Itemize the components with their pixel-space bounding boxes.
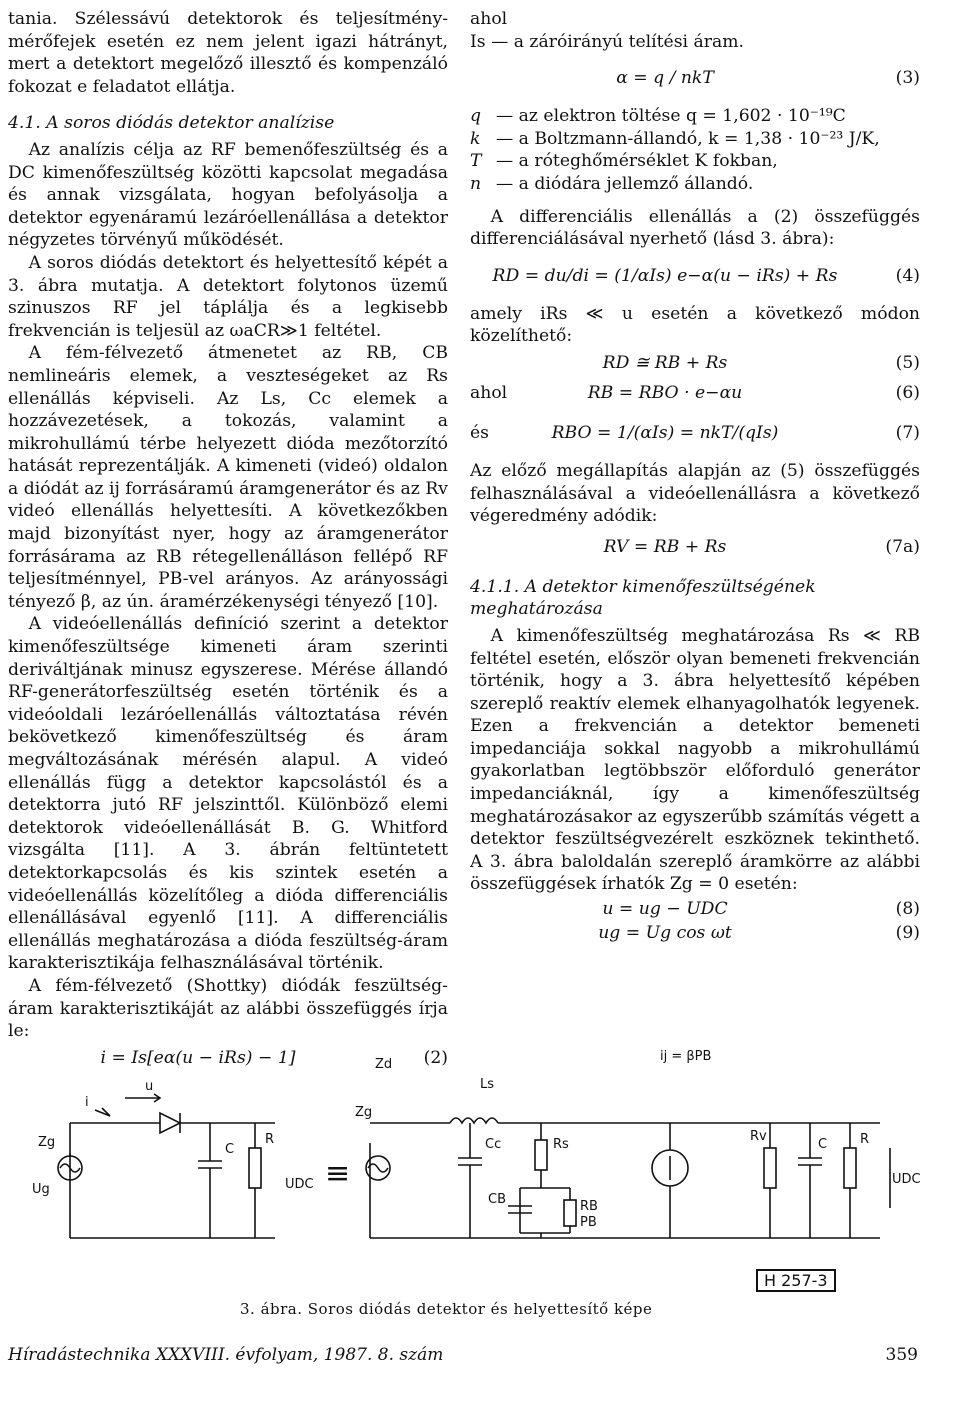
label-cb: CB xyxy=(488,1192,506,1207)
paragraph: Az előző megállapítás alapján az (5) összefüggés felhasználásával a videóellenállásra a következő végeredmény adódik: xyxy=(470,460,920,527)
equation-4 xyxy=(470,255,920,299)
label-u: u xyxy=(145,1079,154,1094)
diode-symbol xyxy=(160,1113,180,1133)
equation-number: (7a) xyxy=(885,536,920,557)
label-ahol: ahol xyxy=(470,382,508,403)
label-es: és xyxy=(470,422,489,443)
equation-body: ug = Ug cos ωt xyxy=(598,923,732,944)
definition-row: n — a diódára jellemző állandó. xyxy=(470,173,754,194)
equation-number: (4) xyxy=(895,265,920,286)
equation-number: (9) xyxy=(895,923,920,944)
label-udc-left: UDC xyxy=(285,1177,314,1192)
paragraph: A soros diódás detektort és helyettesítő képét a 3. ábra mutatja. A detektort folytonos üzemű szinuszos RF jel táplálja és a legkisebb frekvencián is teljesül az ωaCR≫1 feltétel. xyxy=(8,252,448,341)
paragraph: A fém-félvezető (Shottky) diódák feszültség-áram karakterisztikáját az alábbi összefüggés írja le: xyxy=(8,975,448,1042)
paragraph: A differenciális ellenállás a (2) összefüggés differenciálásával nyerhető (lásd 3. ábra): xyxy=(470,206,920,250)
label-rs: Rs xyxy=(553,1137,569,1152)
figure-caption: 3. ábra. Soros diódás detektor és helyettesítő képe xyxy=(240,1300,653,1318)
equation-5 xyxy=(470,352,920,378)
equation-number: (6) xyxy=(895,382,920,403)
figure-id: H 257-3 xyxy=(756,1269,836,1292)
equation-number: (5) xyxy=(895,352,920,373)
equation-body: u = ug − UDC xyxy=(602,899,728,920)
label-zg-left: Zg xyxy=(38,1135,56,1150)
journal-title: Híradástechnika XXXVIII. évfolyam, 1987. 8. szám xyxy=(8,1345,444,1365)
label-r-left: R xyxy=(265,1132,275,1147)
equation-body: α = q / nkT xyxy=(616,68,714,89)
definition-row: T — a róteghőmérséklet K fokban, xyxy=(470,151,778,172)
section-heading: 4.1. A soros diódás detektor analízise xyxy=(8,113,335,134)
equation-body: RV = RB + Rs xyxy=(603,536,727,557)
paragraph: amely iRs ≪ u esetén a következő módon közelíthető: xyxy=(470,303,920,347)
definition-list xyxy=(470,105,920,195)
label-udc-right: UDC xyxy=(892,1172,921,1187)
equation-number: (7) xyxy=(895,422,920,443)
paragraph: A videóellenállás definíció szerint a detektor kimenőfeszültsége kimeneti áram szerinti deriváltjának minusz egyszerese. Mérése állandó RF-generátorfeszültség esetén történik és a videóoldali lezáróellenállás változtatása révén bekövetkező kimenőfeszültség és áram megváltozásának mérésén alapul. A videó ellenállás függ a detektor kapcsolástól és a detektorra jutó RF jelszinttől. Különböző elemi detektorok videóellenállását B. G. Whitford vizsgálta [11]. A 3. ábrán feltüntetett detektorkapcsolás és kis szintek esetén a videóellenállás közelítőleg a dióda differenciális ellenállásával egyenlő [11]. A differenciális ellenállás meghatározása a dióda feszültség-áram karakterisztikája felhasználásával történik. xyxy=(8,614,448,974)
equation-8 xyxy=(470,898,920,920)
circuit-diagram xyxy=(30,1028,930,1288)
paragraph: Az analízis célja az RF bemenőfeszültség és a DC kimenőfeszültség közötti kapcsolat megadása és annak vizsgálata, hogyan befolyásolja a detektor egyenáramú lezáróellenállása a detektor négyzetes törvényű működését. xyxy=(8,139,448,251)
equation-7 xyxy=(470,412,920,456)
equation-9 xyxy=(470,922,920,944)
paragraph: A kimenőfeszültség meghatározása Rs ≪ RB feltétel esetén, először olyan bemeneti frekvencián történik, hogy a 3. ábra helyettesítő képében szereplő reaktív elemek elhanyagolhatók legyenek. Ezen a frekvencián a detektor bemeneti impedanciája sokkal nagyobb a mikrohullámú gyakorlatban legtöbbször előforduló generátor impedanciáknál, így a kimenőfeszültség meghatározásakor az egyszerűbb számítás végett a detektor feszültségvezérelt eszköznek tekinthető. A 3. ábra baloldalán szereplő áramkörre az alábbi összefüggések írhatók Zg = 0 esetén: xyxy=(470,625,920,895)
label-equivalent: ≡ xyxy=(325,1156,351,1191)
equation-3 xyxy=(470,57,920,101)
equation-number: (3) xyxy=(895,68,920,89)
equation-number: (2) xyxy=(423,1047,448,1068)
label-cc: Cc xyxy=(485,1137,502,1152)
page-number: 359 xyxy=(885,1345,918,1365)
equation-6 xyxy=(470,382,920,408)
equation-body: RBO = 1/(αIs) = nkT/(qIs) xyxy=(551,422,779,443)
label-ls: Ls xyxy=(480,1077,495,1092)
definition-row: q — az elektron töltése q = 1,602 · 10⁻¹⁹C xyxy=(470,106,846,127)
label-rb: RB xyxy=(580,1199,598,1214)
label-c-right: C xyxy=(818,1137,828,1152)
label-zg-right: Zg xyxy=(355,1105,373,1120)
label-pb: PB xyxy=(580,1215,597,1230)
equation-number: (8) xyxy=(895,899,920,920)
label-c-left: C xyxy=(225,1142,235,1157)
label-ug: Ug xyxy=(32,1182,50,1197)
right-column xyxy=(470,8,920,944)
definition-row: k — a Boltzmann-állandó, k = 1,38 · 10⁻²³ J/K, xyxy=(470,128,880,149)
equation-body: RD ≅ RB + Rs xyxy=(602,352,728,373)
label-zd: Zd xyxy=(375,1057,393,1072)
page-footer xyxy=(8,1345,918,1365)
equation-body: RD = du/di = (1/αIs) e−α(u − iRs) + Rs xyxy=(492,265,838,286)
label-i: i xyxy=(85,1095,89,1110)
equation-7a xyxy=(470,536,920,562)
equation-body: i = Is[eα(u − iRs) − 1] xyxy=(100,1047,296,1068)
paragraph: tania. Szélessávú detektorok és teljesítmény-mérőfejek esetén ez nem jelent igazi hátrányt, mert a detektort megelőző illesztő és kompenzáló fokozat e feladatot ellátja. xyxy=(8,9,448,97)
definition-is: Is — a záróirányú telítési áram. xyxy=(470,31,744,52)
left-column xyxy=(8,8,448,1077)
label-ahol: ahol xyxy=(470,9,508,29)
label-ij: ij = βPB xyxy=(660,1049,712,1064)
label-r-right: R xyxy=(860,1132,870,1147)
paragraph: A fém-félvezető átmenetet az RB, CB nemlineáris elemek, a veszteségeket az Rs ellenállás képviseli. Az Ls, Cc elemek a hozzávezetések, a tokozás, valamint a mikrohullámú térbe helyezett dióda mezőtorzító hatását reprezentálják. A kimeneti (videó) oldalon a diódát az ij forrásáramú áramgenerátor és az Rv videó ellenállás helyettesíti. A következőkben majd bizonyítást nyer, hogy az áramgenerátor forrásárama az RB rétegellenálláson fellépő RF teljesítménnyel, PB-vel arányos. Az arányossági tényező β, az ún. áramérzékenységi tényező [10]. xyxy=(8,343,448,612)
label-rv: Rv xyxy=(750,1129,767,1144)
equation-body: RB = RBO · e−αu xyxy=(587,382,743,403)
subsection-heading: 4.1.1. A detektor kimenőfeszültségének meghatározása xyxy=(470,576,816,620)
